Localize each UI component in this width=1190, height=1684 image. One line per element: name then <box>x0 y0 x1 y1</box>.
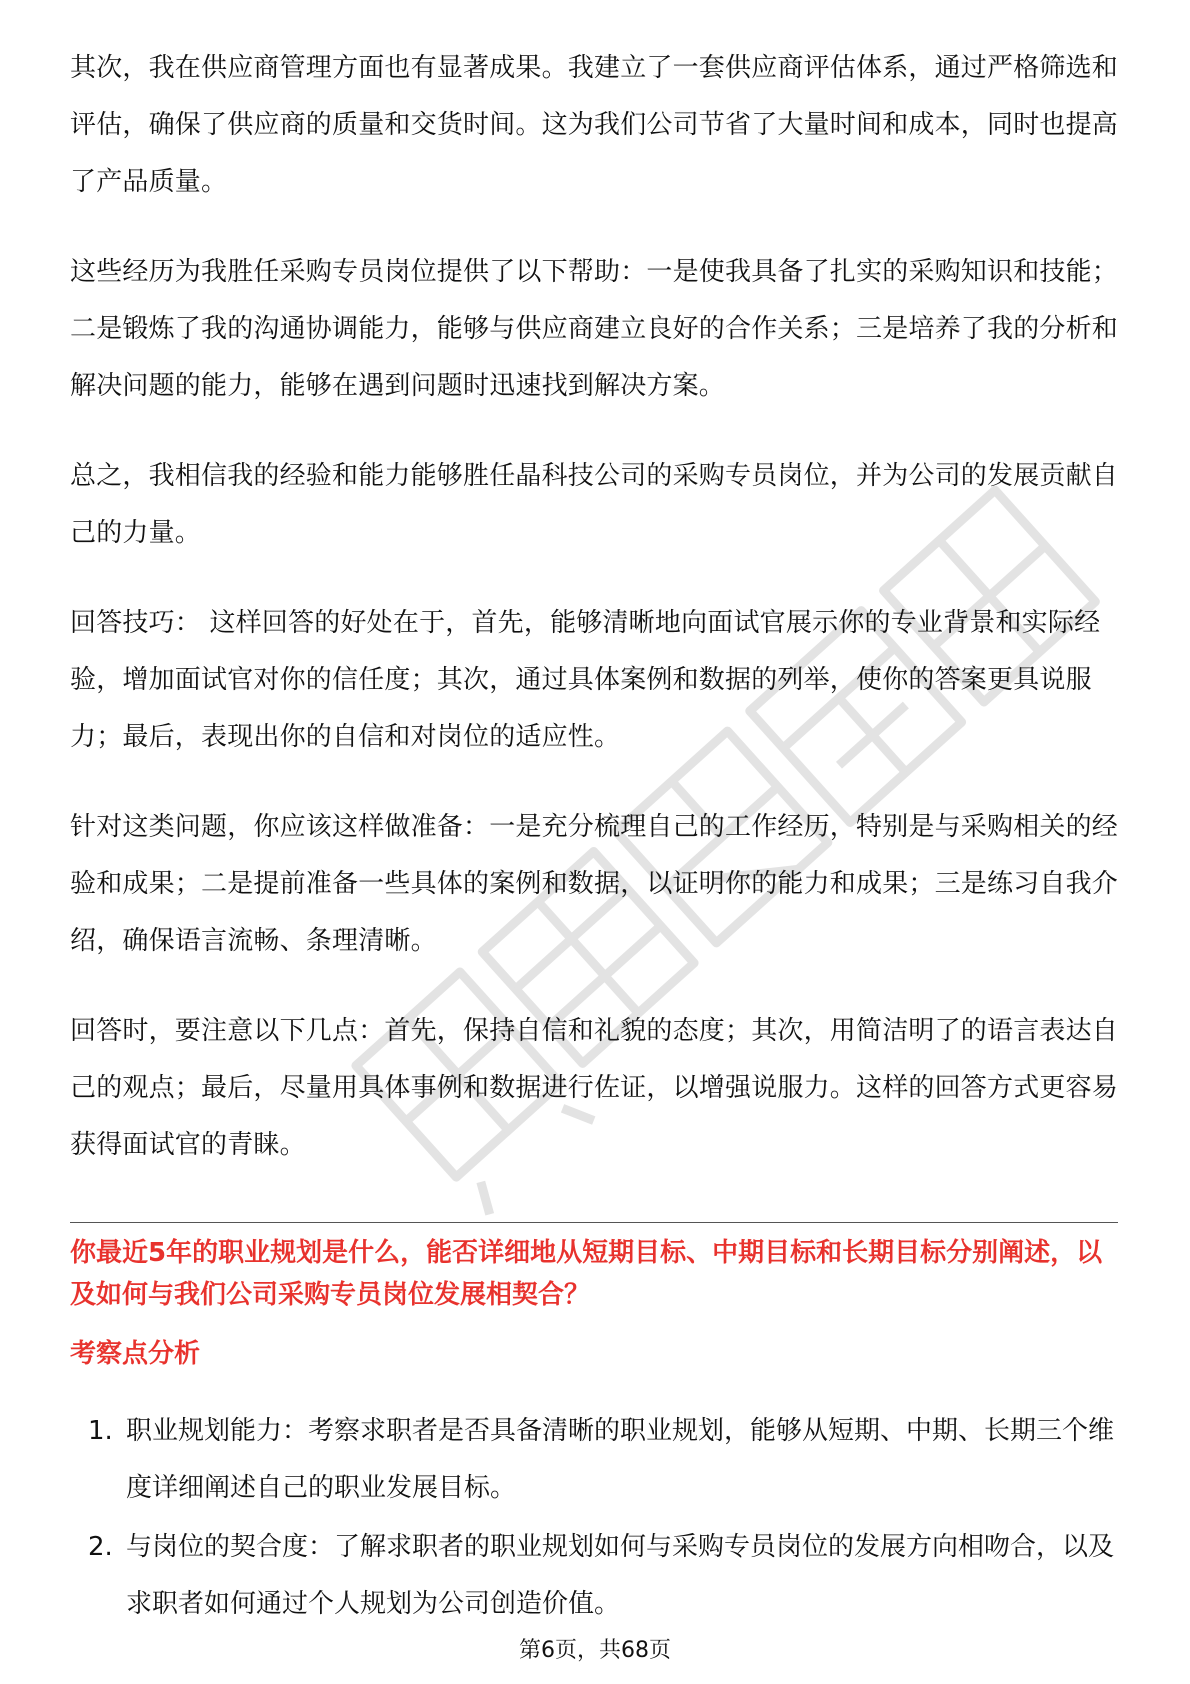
analysis-heading: 考察点分析 <box>70 1339 201 1369</box>
paragraph-conclusion: 总之，我相信我的经验和能力能够胜任晶科技公司的采购专员岗位，并为公司的发展贡献自己的力量。 <box>70 461 1119 548</box>
list-item-number: 2. <box>88 1532 113 1562</box>
list-item-text: 职业规划能力：考察求职者是否具备清晰的职业规划，能够从短期、中期、长期三个维度详细阐述自己的职业发展目标。 <box>126 1416 1115 1503</box>
paragraph-answer-tips: 回答技巧： 这样回答的好处在于，首先，能够清晰地向面试官展示你的专业背景和实际经验，增加面试官对你的信任度；其次，通过具体案例和数据的列举，使你的答案更具说服力；最后，表现出你的自信和对岗位的适应性。 <box>70 608 1101 752</box>
interview-question: 你最近5年的职业规划是什么，能否详细地从短期目标、中期目标和长期目标分别阐述，以及如何与我们公司采购专员岗位发展相契合？ <box>70 1238 1103 1310</box>
paragraph-experience-help: 这些经历为我胜任采购专员岗位提供了以下帮助：一是使我具备了扎实的采购知识和技能；二是锻炼了我的沟通协调能力，能够与供应商建立良好的合作关系；三是培养了我的分析和解决问题的能力，能够在遇到问题时迅速找到解决方案。 <box>70 257 1119 401</box>
list-item <box>70 1519 1118 1633</box>
list-item <box>70 1403 1118 1517</box>
list-item-text: 与岗位的契合度：了解求职者的职业规划如何与采购专员岗位的发展方向相吻合，以及求职者如何通过个人规划为公司创造价值。 <box>126 1532 1115 1619</box>
body-text <box>70 40 1118 1207</box>
analysis-points-list <box>70 1403 1118 1635</box>
paragraph-preparation: 针对这类问题，你应该这样做准备：一是充分梳理自己的工作经历，特别是与采购相关的经验和成果；二是提前准备一些具体的案例和数据，以证明你的能力和成果；三是练习自我介绍，确保语言流畅、条理清晰。 <box>70 812 1119 956</box>
paragraph-answer-notes: 回答时，要注意以下几点：首先，保持自信和礼貌的态度；其次，用简洁明了的语言表达自己的观点；最后，尽量用具体事例和数据进行佐证，以增强说服力。这样的回答方式更容易获得面试官的青睐。 <box>70 1016 1119 1160</box>
paragraph-supplier-management: 其次，我在供应商管理方面也有显著成果。我建立了一套供应商评估体系，通过严格筛选和评估，确保了供应商的质量和交货时间。这为我们公司节省了大量时间和成本，同时也提高了产品质量。 <box>70 53 1119 197</box>
section-divider <box>70 1222 1118 1223</box>
list-item-number: 1. <box>88 1416 113 1446</box>
page-number-footer: 第6页，共68页 <box>519 1638 671 1663</box>
